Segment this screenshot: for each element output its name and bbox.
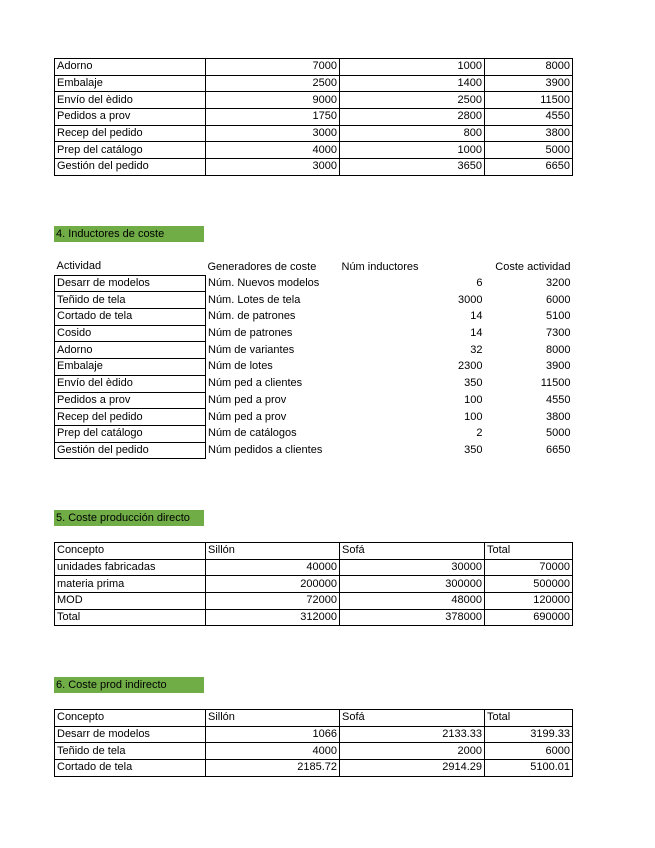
table-cell: 200000 <box>206 576 340 593</box>
header-cell: Actividad <box>56 260 102 273</box>
table-cell: 5100 <box>546 310 571 323</box>
table-cell: Total <box>55 609 206 626</box>
table-cell: Embalaje <box>55 75 206 92</box>
table-cell: Embalaje <box>55 359 206 376</box>
table-cell: 2185.72 <box>206 760 340 777</box>
table-cell: 3000 <box>206 125 340 142</box>
table-cell: 3900 <box>546 360 571 373</box>
table-cell: Núm. Lotes de tela <box>208 293 301 306</box>
table-cell: Cortado de tela <box>55 760 206 777</box>
table-cell: 3800 <box>546 410 571 423</box>
header-cell: Sofá <box>340 543 485 560</box>
table-row <box>55 159 573 176</box>
table-row <box>55 359 573 376</box>
table-cell: 3650 <box>340 159 485 176</box>
table-cell: Teñido de tela <box>55 292 206 309</box>
table-cell: 3200 <box>546 277 571 290</box>
table-cell: 48000 <box>340 593 485 610</box>
table-cell: 1066 <box>206 726 340 743</box>
table-cell: 8000 <box>546 343 571 356</box>
table-cell: 40000 <box>206 559 340 576</box>
table-row <box>55 75 573 92</box>
table-cell: 1750 <box>206 109 340 126</box>
table-header-row <box>55 259 573 275</box>
table-cell: 312000 <box>206 609 340 626</box>
table-cell: 30000 <box>340 559 485 576</box>
table-cell: Prep del catálogo <box>55 425 206 442</box>
table-cell: 2000 <box>340 743 485 760</box>
table-cell: 6650 <box>485 159 573 176</box>
table-inductores <box>54 259 573 459</box>
table-cell: 2133.33 <box>340 726 485 743</box>
table-row <box>55 275 573 292</box>
header-cell: Concepto <box>55 710 206 727</box>
table-cell: 5100.01 <box>485 760 573 777</box>
table-cell: 2500 <box>206 75 340 92</box>
table-cell: 800 <box>340 125 485 142</box>
table-cell: 4000 <box>206 142 340 159</box>
table-row <box>55 125 573 142</box>
header-cell: Coste actividad <box>495 260 571 273</box>
table-cell: 2 <box>476 427 483 440</box>
table-row <box>55 609 573 626</box>
table-cell: Núm de catálogos <box>208 427 297 440</box>
table-cell: 6 <box>476 277 483 290</box>
table-cell: Gestión del pedido <box>55 442 206 459</box>
table-cell: 3000 <box>458 293 483 306</box>
table-cell: 350 <box>464 377 483 390</box>
table-cell: Cosido <box>55 325 206 342</box>
table-row <box>55 409 573 426</box>
table-cell: 7300 <box>546 327 571 340</box>
table-row <box>55 726 573 743</box>
table-cell: Núm ped a prov <box>208 410 287 423</box>
header-cell: Total <box>485 710 573 727</box>
table-cell: 3000 <box>206 159 340 176</box>
table-cell: 14 <box>470 310 483 323</box>
table-cell: 72000 <box>206 593 340 610</box>
table-row <box>55 292 573 309</box>
table-cell: MOD <box>55 593 206 610</box>
table-row <box>55 442 573 459</box>
table-cell: 6000 <box>546 293 571 306</box>
table-cell: Teñido de tela <box>55 743 206 760</box>
table-cell: 120000 <box>485 593 573 610</box>
section-6-title: 6. Coste prod indirecto <box>54 677 204 693</box>
table-cell: Núm. de patrones <box>208 310 296 323</box>
table-cell: Gestión del pedido <box>55 159 206 176</box>
table-coste-indirecto <box>54 709 573 777</box>
table-row <box>55 375 573 392</box>
table-cell: 5000 <box>546 427 571 440</box>
table-row <box>55 59 573 76</box>
table-cell: 4550 <box>485 109 573 126</box>
table-header-row <box>55 543 573 560</box>
table-cell: Cortado de tela <box>55 309 206 326</box>
table-row <box>55 743 573 760</box>
table-row <box>55 559 573 576</box>
table-cell: 4550 <box>546 393 571 406</box>
table-cell: Núm ped a prov <box>208 393 287 406</box>
table-cell: 3199.33 <box>485 726 573 743</box>
header-cell: Total <box>485 543 573 560</box>
table-cell: 3800 <box>485 125 573 142</box>
table-cell: Adorno <box>55 342 206 359</box>
table-row <box>55 309 573 326</box>
table-row <box>55 109 573 126</box>
table-cell: 378000 <box>340 609 485 626</box>
table-header-row <box>55 710 573 727</box>
table-row <box>55 593 573 610</box>
table-cell: 100 <box>464 393 483 406</box>
table-cell: Pedidos a prov <box>55 109 206 126</box>
table-cell: 1000 <box>340 142 485 159</box>
table-row <box>55 342 573 359</box>
table-cell: Núm ped a clientes <box>208 377 303 390</box>
table-cell: 350 <box>464 443 483 456</box>
table-cell: 100 <box>464 410 483 423</box>
section-4-title: 4. Inductores de coste <box>54 226 204 242</box>
table-cell: 1400 <box>340 75 485 92</box>
table-cell: Núm de patrones <box>208 327 293 340</box>
table-cell: 2500 <box>340 92 485 109</box>
table-top <box>54 58 573 176</box>
table-row <box>55 325 573 342</box>
table-cell: 4000 <box>206 743 340 760</box>
table-row <box>55 425 573 442</box>
table-cell: 1000 <box>340 59 485 76</box>
table-cell: Envío del èdido <box>55 375 206 392</box>
table-cell: Desarr de modelos <box>55 275 206 292</box>
table-cell: 8000 <box>485 59 573 76</box>
table-cell: unidades fabricadas <box>55 559 206 576</box>
table-cell: 7000 <box>206 59 340 76</box>
table-cell: Núm de variantes <box>208 343 295 356</box>
table-cell: 3900 <box>485 75 573 92</box>
table-cell: Pedidos a prov <box>55 392 206 409</box>
table-row <box>55 576 573 593</box>
header-cell: Generadores de coste <box>207 260 317 273</box>
header-cell: Sofá <box>340 710 485 727</box>
table-cell: 6650 <box>546 443 571 456</box>
table-cell: 6000 <box>485 743 573 760</box>
table-cell: Envío del èdido <box>55 92 206 109</box>
table-cell: Recep del pedido <box>55 125 206 142</box>
table-row <box>55 392 573 409</box>
table-cell: 14 <box>470 327 483 340</box>
table-cell: 70000 <box>485 559 573 576</box>
table-cell: Núm. Nuevos modelos <box>208 277 320 290</box>
table-cell: 2300 <box>458 360 483 373</box>
header-cell: Sillón <box>206 543 340 560</box>
table-cell: 11500 <box>485 92 573 109</box>
table-row <box>55 142 573 159</box>
table-cell: 2914.29 <box>340 760 485 777</box>
table-cell: Núm pedidos a clientes <box>208 443 323 456</box>
table-row <box>55 760 573 777</box>
table-cell: Prep del catálogo <box>55 142 206 159</box>
table-cell: materia prima <box>55 576 206 593</box>
header-cell: Sillón <box>206 710 340 727</box>
table-cell: Núm de lotes <box>208 360 273 373</box>
table-cell: 500000 <box>485 576 573 593</box>
table-cell: Desarr de modelos <box>55 726 206 743</box>
table-cell: Recep del pedido <box>55 409 206 426</box>
table-cell: 11500 <box>540 377 571 390</box>
table-cell: 9000 <box>206 92 340 109</box>
header-cell: Concepto <box>55 543 206 560</box>
table-cell: 300000 <box>340 576 485 593</box>
table-cell: Adorno <box>55 59 206 76</box>
table-cell: 5000 <box>485 142 573 159</box>
table-cell: 32 <box>470 343 483 356</box>
section-5-title: 5. Coste producción directo <box>54 510 204 526</box>
table-coste-directo <box>54 542 573 626</box>
header-cell: Núm inductores <box>341 260 419 273</box>
table-cell: 2800 <box>340 109 485 126</box>
table-row <box>55 92 573 109</box>
table-cell: 690000 <box>485 609 573 626</box>
